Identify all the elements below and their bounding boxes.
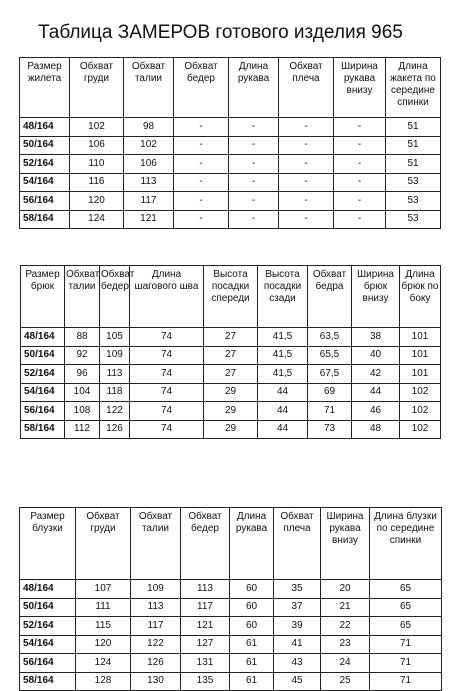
value-cell: - [334, 136, 386, 155]
size-cell: 48/164 [20, 580, 76, 599]
value-cell: 24 [321, 654, 370, 673]
value-cell: - [334, 155, 386, 174]
value-cell: 98 [124, 118, 174, 137]
value-cell: 92 [65, 346, 100, 365]
trousers-measurements-table [20, 265, 441, 439]
column-header: Обхват груди [76, 508, 131, 580]
size-cell: 58/164 [20, 210, 70, 229]
value-cell: 51 [386, 136, 441, 155]
size-cell: 50/164 [20, 598, 76, 617]
value-cell: - [174, 155, 229, 174]
column-header: Длина жакета по середине спинки [386, 58, 441, 118]
size-cell: 52/164 [20, 155, 70, 174]
size-cell: 56/164 [21, 402, 65, 421]
column-header: Обхват бедер [174, 58, 229, 118]
table-row [20, 635, 442, 654]
value-cell: - [279, 136, 334, 155]
table-row [20, 173, 441, 192]
table-row [21, 365, 441, 384]
value-cell: 74 [130, 383, 204, 402]
value-cell: - [229, 136, 279, 155]
value-cell: 61 [230, 672, 274, 691]
value-cell: - [279, 210, 334, 229]
value-cell: 101 [400, 346, 441, 365]
value-cell: 71 [370, 654, 442, 673]
table-row [20, 672, 442, 691]
table-row [20, 598, 442, 617]
value-cell: 121 [181, 617, 230, 636]
column-header: Ширина брюк внизу [352, 266, 400, 328]
vest-measurements-table [19, 57, 441, 229]
table-row [21, 383, 441, 402]
value-cell: 106 [70, 136, 124, 155]
value-cell: 115 [76, 617, 131, 636]
value-cell: - [334, 118, 386, 137]
table-row [21, 420, 441, 439]
value-cell: 39 [274, 617, 321, 636]
value-cell: - [279, 155, 334, 174]
value-cell: 69 [308, 383, 352, 402]
value-cell: 41,5 [258, 365, 308, 384]
value-cell: 22 [321, 617, 370, 636]
size-cell: 48/164 [20, 118, 70, 137]
value-cell: 118 [100, 383, 130, 402]
column-header: Длина шагового шва [130, 266, 204, 328]
column-header: Ширина рукава внизу [321, 508, 370, 580]
value-cell: 101 [400, 365, 441, 384]
size-cell: 50/164 [21, 346, 65, 365]
value-cell: 45 [274, 672, 321, 691]
value-cell: 107 [76, 580, 131, 599]
column-header: Обхват плеча [274, 508, 321, 580]
column-header: Ширина рукава внизу [334, 58, 386, 118]
value-cell: 74 [130, 328, 204, 347]
value-cell: 117 [124, 192, 174, 211]
value-cell: 21 [321, 598, 370, 617]
value-cell: 131 [181, 654, 230, 673]
size-cell: 52/164 [21, 365, 65, 384]
value-cell: 65,5 [308, 346, 352, 365]
column-header: Обхват бедер [100, 266, 130, 328]
value-cell: 74 [130, 402, 204, 421]
value-cell: - [229, 210, 279, 229]
value-cell: 53 [386, 192, 441, 211]
value-cell: - [174, 192, 229, 211]
size-cell: 52/164 [20, 617, 76, 636]
value-cell: 96 [65, 365, 100, 384]
value-cell: - [279, 118, 334, 137]
value-cell: 109 [100, 346, 130, 365]
value-cell: - [334, 210, 386, 229]
value-cell: - [229, 192, 279, 211]
column-header: Обхват талии [124, 58, 174, 118]
table-row [20, 654, 442, 673]
size-cell: 48/164 [21, 328, 65, 347]
value-cell: 61 [230, 654, 274, 673]
value-cell: - [279, 192, 334, 211]
value-cell: 35 [274, 580, 321, 599]
value-cell: 63,5 [308, 328, 352, 347]
value-cell: 102 [400, 420, 441, 439]
value-cell: 60 [230, 617, 274, 636]
header-row [20, 508, 442, 580]
value-cell: 40 [352, 346, 400, 365]
value-cell: 29 [204, 402, 258, 421]
table-row [20, 617, 442, 636]
value-cell: 41,5 [258, 346, 308, 365]
column-header: Размер брюк [21, 266, 65, 328]
value-cell: 127 [181, 635, 230, 654]
value-cell: 51 [386, 118, 441, 137]
value-cell: 124 [76, 654, 131, 673]
size-cell: 56/164 [20, 192, 70, 211]
value-cell: - [229, 173, 279, 192]
value-cell: 27 [204, 328, 258, 347]
value-cell: 122 [100, 402, 130, 421]
column-header: Обхват бедер [181, 508, 230, 580]
value-cell: 130 [131, 672, 181, 691]
value-cell: 42 [352, 365, 400, 384]
value-cell: 111 [76, 598, 131, 617]
table-row [21, 328, 441, 347]
column-header: Высота посадки сзади [258, 266, 308, 328]
value-cell: 53 [386, 210, 441, 229]
value-cell: 74 [130, 346, 204, 365]
value-cell: 113 [131, 598, 181, 617]
size-cell: 54/164 [21, 383, 65, 402]
blouse-measurements-table [19, 507, 442, 691]
value-cell: - [174, 210, 229, 229]
value-cell: 74 [130, 365, 204, 384]
value-cell: 109 [131, 580, 181, 599]
value-cell: 71 [370, 635, 442, 654]
value-cell: 37 [274, 598, 321, 617]
size-cell: 58/164 [21, 420, 65, 439]
value-cell: 135 [181, 672, 230, 691]
value-cell: 60 [230, 580, 274, 599]
value-cell: 108 [65, 402, 100, 421]
column-header: Обхват груди [70, 58, 124, 118]
value-cell: 101 [400, 328, 441, 347]
value-cell: 106 [124, 155, 174, 174]
value-cell: 23 [321, 635, 370, 654]
value-cell: 48 [352, 420, 400, 439]
value-cell: 44 [258, 402, 308, 421]
size-cell: 56/164 [20, 654, 76, 673]
value-cell: - [174, 118, 229, 137]
value-cell: 20 [321, 580, 370, 599]
value-cell: 44 [258, 420, 308, 439]
header-row [21, 266, 441, 328]
value-cell: - [229, 155, 279, 174]
value-cell: 67,5 [308, 365, 352, 384]
column-header: Размер жилета [20, 58, 70, 118]
value-cell: 44 [352, 383, 400, 402]
value-cell: - [334, 173, 386, 192]
value-cell: 65 [370, 598, 442, 617]
column-header: Обхват талии [65, 266, 100, 328]
value-cell: 65 [370, 580, 442, 599]
value-cell: 46 [352, 402, 400, 421]
value-cell: 60 [230, 598, 274, 617]
value-cell: 112 [65, 420, 100, 439]
table-row [20, 118, 441, 137]
size-cell: 58/164 [20, 672, 76, 691]
value-cell: 116 [70, 173, 124, 192]
value-cell: 71 [308, 402, 352, 421]
value-cell: 110 [70, 155, 124, 174]
value-cell: 51 [386, 155, 441, 174]
value-cell: 29 [204, 383, 258, 402]
value-cell: 120 [76, 635, 131, 654]
value-cell: 113 [124, 173, 174, 192]
value-cell: 74 [130, 420, 204, 439]
header-row [20, 58, 441, 118]
table-row [20, 210, 441, 229]
value-cell: 27 [204, 346, 258, 365]
table-row [20, 580, 442, 599]
value-cell: - [174, 136, 229, 155]
value-cell: 126 [100, 420, 130, 439]
value-cell: 27 [204, 365, 258, 384]
value-cell: 113 [100, 365, 130, 384]
value-cell: 117 [131, 617, 181, 636]
value-cell: 117 [181, 598, 230, 617]
size-cell: 54/164 [20, 173, 70, 192]
column-header: Длина брюк по боку [400, 266, 441, 328]
value-cell: 29 [204, 420, 258, 439]
document-title: Таблица ЗАМЕРОВ готового изделия 965 [38, 22, 403, 43]
column-header: Длина рукава [230, 508, 274, 580]
value-cell: 124 [70, 210, 124, 229]
value-cell: 102 [400, 383, 441, 402]
size-cell: 54/164 [20, 635, 76, 654]
value-cell: 41,5 [258, 328, 308, 347]
table-row [21, 402, 441, 421]
value-cell: 122 [131, 635, 181, 654]
column-header: Размер блузки [20, 508, 76, 580]
table-row [20, 136, 441, 155]
table-row [20, 192, 441, 211]
value-cell: 102 [70, 118, 124, 137]
value-cell: 71 [370, 672, 442, 691]
column-header: Высота посадки спереди [204, 266, 258, 328]
value-cell: 61 [230, 635, 274, 654]
table-row [21, 346, 441, 365]
value-cell: 121 [124, 210, 174, 229]
value-cell: 104 [65, 383, 100, 402]
column-header: Обхват плеча [279, 58, 334, 118]
value-cell: 102 [124, 136, 174, 155]
value-cell: 120 [70, 192, 124, 211]
value-cell: 128 [76, 672, 131, 691]
table-row [20, 155, 441, 174]
value-cell: - [174, 173, 229, 192]
size-cell: 50/164 [20, 136, 70, 155]
value-cell: 126 [131, 654, 181, 673]
value-cell: 113 [181, 580, 230, 599]
column-header: Обхват талии [131, 508, 181, 580]
column-header: Длина блузки по середине спинки [370, 508, 442, 580]
value-cell: 25 [321, 672, 370, 691]
column-header: Обхват бедра [308, 266, 352, 328]
value-cell: - [229, 118, 279, 137]
column-header: Длина рукава [229, 58, 279, 118]
value-cell: 53 [386, 173, 441, 192]
value-cell: 65 [370, 617, 442, 636]
value-cell: - [279, 173, 334, 192]
value-cell: 43 [274, 654, 321, 673]
value-cell: 102 [400, 402, 441, 421]
value-cell: 88 [65, 328, 100, 347]
value-cell: 44 [258, 383, 308, 402]
value-cell: 105 [100, 328, 130, 347]
value-cell: 41 [274, 635, 321, 654]
value-cell: 38 [352, 328, 400, 347]
value-cell: - [334, 192, 386, 211]
value-cell: 73 [308, 420, 352, 439]
